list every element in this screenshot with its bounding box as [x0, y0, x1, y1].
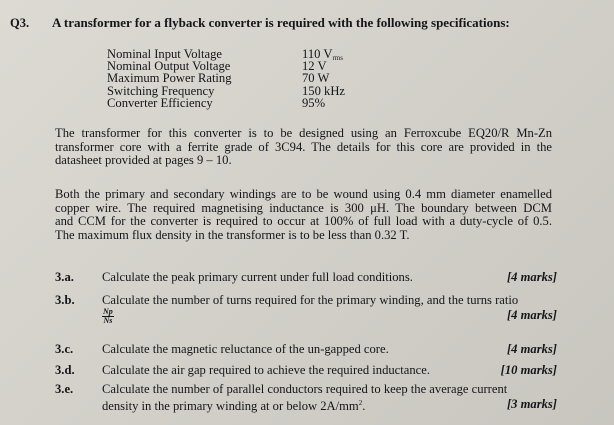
spec-row: [107, 72, 367, 84]
spec-label: Nominal Output Voltage: [107, 59, 231, 74]
item-number: 3.d.: [55, 363, 75, 377]
paragraph-line: and CCM for the converter is required to occur at 100% of full load with a duty-cycle of 0.5.: [55, 214, 552, 229]
item-text-continued: density in the primary winding at or below $2A/mm^2$.: [102, 399, 366, 414]
spec-unit-subscript: rms: [332, 54, 343, 62]
paragraph-line: The maximum flux density in the transformer is to be less than 0.32 T.: [55, 227, 410, 242]
item-number: 3.b.: [55, 293, 75, 307]
spec-value: 150 kHz: [302, 83, 346, 98]
spec-label: Switching Frequency: [107, 83, 215, 98]
paragraph-line: datasheet provided at pages 9 – 10.: [55, 153, 232, 168]
item-text: Calculate the magnetic reluctance of the un-gapped core.: [102, 342, 389, 356]
spec-table: [107, 48, 367, 109]
item-marks: [4 marks]: [506, 342, 557, 356]
superscript: 2: [358, 399, 363, 407]
spec-label: Nominal Input Voltage: [107, 47, 222, 61]
spec-value: 12 V: [302, 59, 327, 74]
item-marks: [4 marks]: [506, 270, 557, 284]
item-text: Calculate the number of parallel conductors required to keep the average current: [102, 382, 508, 396]
paragraph-line: Both the primary and secondary windings are to be wound using 0.4 mm diameter enamelled: [55, 187, 552, 201]
item-number: 3.e.: [55, 382, 74, 396]
item-text: Calculate the air gap required to achieve the required inductance.: [102, 363, 430, 377]
item-text: Calculate the number of turns required for the primary winding, and the turns ratio: [102, 293, 519, 307]
paragraph-line: transformer core with a ferrite grade of 3C94. The details for this core are provided in the: [55, 139, 552, 154]
item-marks: [3 marks]: [506, 397, 557, 411]
item-text: Calculate the peak primary current under full load conditions.: [102, 270, 413, 284]
question-number: Q3.: [10, 16, 30, 30]
spec-value: 110 $V_{rms}$: [302, 47, 343, 62]
spec-row: [107, 97, 367, 109]
item-marks: [4 marks]: [506, 308, 557, 322]
spec-label: Maximum Power Rating: [107, 71, 232, 86]
fraction-denominator: Ns: [103, 316, 113, 325]
question-title: A transformer for a flyback converter is required with the following specifications:: [52, 15, 510, 30]
core-description-paragraph: [55, 127, 552, 168]
item-number: 3.c.: [55, 342, 74, 356]
spec-value: 70 W: [302, 71, 330, 86]
paragraph-line: copper wire. The required magnetising inductance is 300 μH. The boundary between DCM: [55, 200, 552, 215]
item-marks: [10 marks]: [500, 363, 557, 377]
fraction-numerator: Np: [103, 307, 113, 316]
spec-row: [107, 85, 367, 97]
paragraph-line: The transformer for this converter is to be designed using an Ferroxcube EQ20/R Mn-Zn: [55, 126, 552, 140]
spec-label: Converter Efficiency: [107, 95, 213, 110]
turns-ratio-fraction: [102, 308, 114, 325]
winding-description-paragraph: [55, 188, 552, 242]
item-number: 3.a.: [55, 270, 74, 284]
spec-value: 95%: [302, 95, 326, 110]
